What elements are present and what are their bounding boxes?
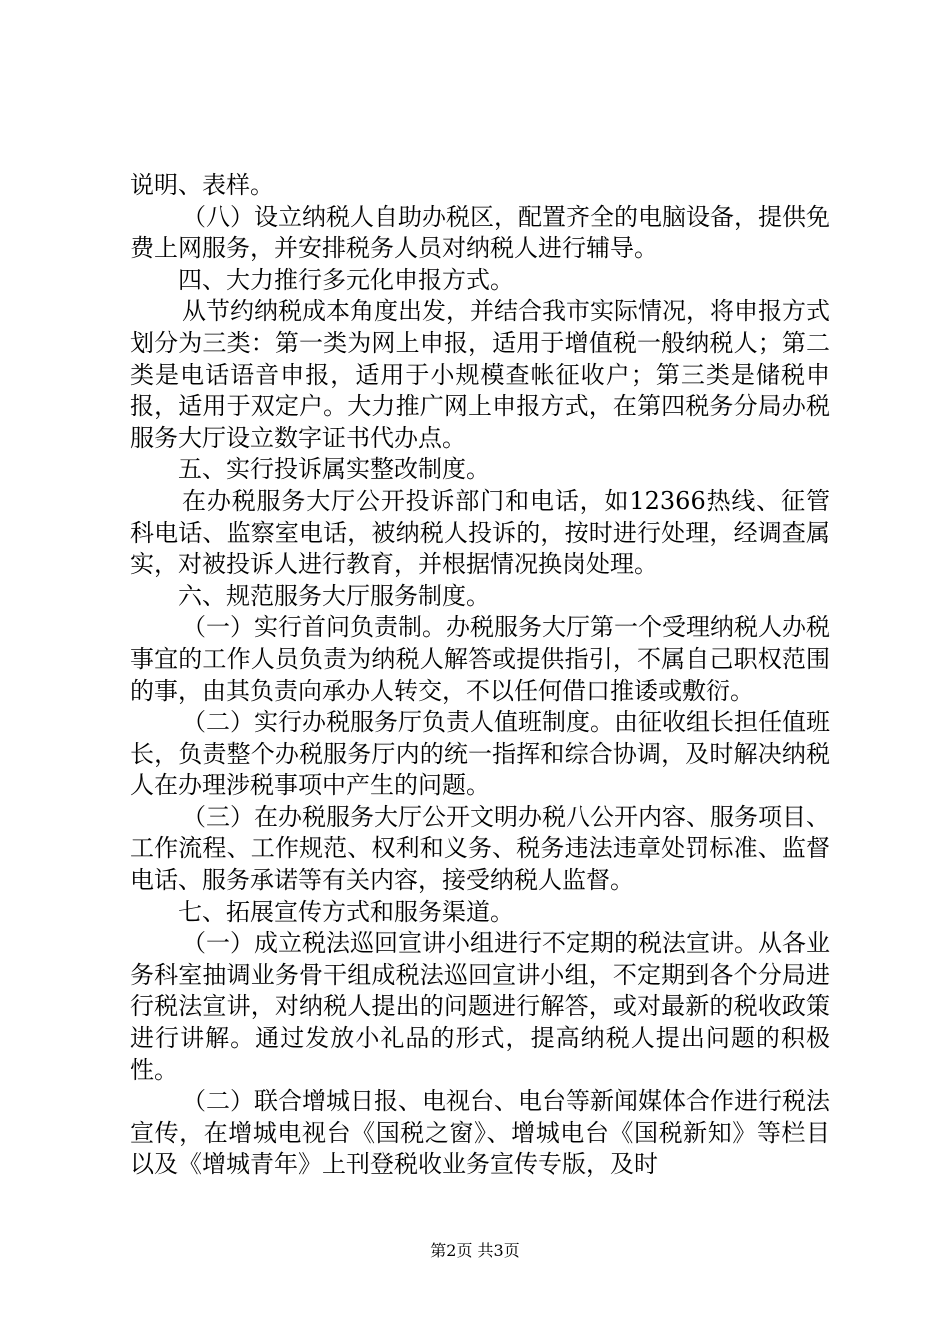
paragraph: （八）设立纳税人自助办税区，配置齐全的电脑设备，提供免费上网服务，并安排税务人员对纳税人进行辅导。 bbox=[130, 202, 830, 263]
paragraph: （三）在办税服务大厅公开文明办税八公开内容、服务项目、工作流程、工作规范、权利和义务、税务违法违章处罚标准、监督电话、服务承诺等有关内容，接受纳税人监督。 bbox=[130, 802, 830, 895]
paragraph: （一）实行首问负责制。办税服务大厅第一个受理纳税人办税事宜的工作人员负责为纳税人解答或提供指引，不属自己职权范围的事，由其负责向承办人转交，不以任何借口推诿或敷衍。 bbox=[130, 613, 830, 705]
paragraph: （二）联合增城日报、电视台、电台等新闻媒体合作进行税法宣传，在增城电视台《国税之窗》、增城电台《国税新知》等栏目以及《增城青年》上刊登税收业务宣传专版，及时 bbox=[130, 1087, 830, 1179]
document-body bbox=[130, 170, 830, 1181]
paragraph: 说明、表样。 bbox=[130, 171, 274, 199]
paragraph: （二）实行办税服务厅负责人值班制度。由征收组长担任值班长，负责整个办税服务厅内的统一指挥和综合协调，及时解决纳税人在办理涉税事项中产生的问题。 bbox=[130, 708, 830, 800]
section-heading: 五、实行投诉属实整改制度。 bbox=[178, 455, 490, 484]
paragraph: 在办税服务大厅公开投诉部门和电话，如12366热线、征管科电话、监察室电话，被纳税人投诉的，按时进行处理，经调查属实，对被投诉人进行教育，并根据情况换岗处理。 bbox=[130, 486, 830, 579]
section-heading: 六、规范服务大厅服务制度。 bbox=[178, 581, 490, 610]
page-number-footer: 第2页 共3页 bbox=[430, 1241, 520, 1260]
section-heading: 七、拓展宣传方式和服务渠道。 bbox=[178, 897, 514, 926]
paragraph: 从节约纳税成本角度出发，并结合我市实际情况，将申报方式划分为三类：第一类为网上申报，适用于增值税一般纳税人；第二类是电话语音申报，适用于小规模查帐征收户；第三类是储税申报，适用于双定户。大力推广网上申报方式，在第四税务分局办税服务大厅设立数字证书代办点。 bbox=[130, 297, 830, 452]
section-heading: 四、大力推行多元化申报方式。 bbox=[178, 265, 514, 294]
paragraph: （一）成立税法巡回宣讲小组进行不定期的税法宣讲。从各业务科室抽调业务骨干组成税法巡回宣讲小组，不定期到各个分局进行税法宣讲，对纳税人提出的问题进行解答，或对最新的税收政策进行讲解。通过发放小礼品的形式，提高纳税人提出问题的积极性。 bbox=[130, 929, 830, 1084]
